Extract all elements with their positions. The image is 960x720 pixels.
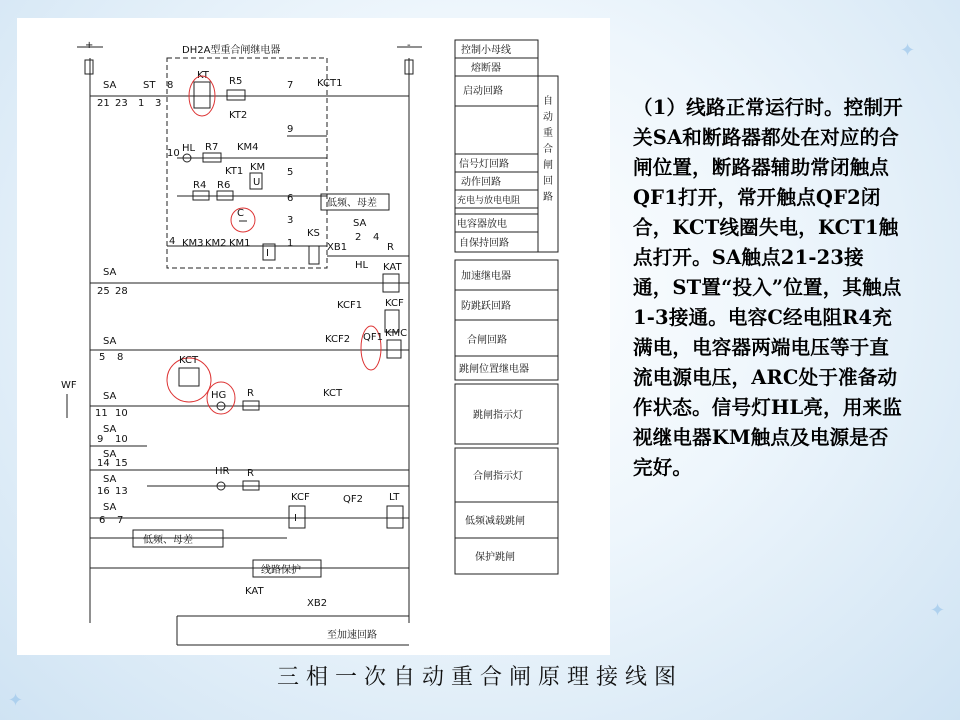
km3-label: KM3 xyxy=(182,238,204,249)
term-8b: 8 xyxy=(117,352,124,363)
r4-label: R4 xyxy=(193,180,207,191)
term-5b: 5 xyxy=(99,352,106,363)
hr-label: HR xyxy=(215,466,230,477)
relay-title: DH2A型重合闸继电器 xyxy=(182,45,281,56)
kcf2-label: KCF2 xyxy=(325,334,351,345)
kat-label: KAT xyxy=(383,262,402,273)
hl-label: HL xyxy=(182,143,196,154)
lt-label: LT xyxy=(389,492,400,503)
lt-coil xyxy=(387,506,403,528)
term-23: 23 xyxy=(115,98,128,109)
r6-label: R6 xyxy=(217,180,231,191)
term-3: 3 xyxy=(155,98,162,109)
sa-label-6: SA xyxy=(103,424,117,435)
low-freq-label-1: 低频、母差 xyxy=(327,198,377,209)
kcf-label: KCF xyxy=(385,298,404,309)
legend-trip-lamp-label: 跳闸指示灯 xyxy=(473,410,523,421)
hg-label: HG xyxy=(211,390,227,401)
term-6: 6 xyxy=(287,193,294,204)
i-label-2: I xyxy=(294,513,297,524)
km1-label: KM1 xyxy=(229,238,251,249)
km2-label: KM2 xyxy=(205,238,227,249)
kt-coil xyxy=(194,82,210,108)
term-3b: 3 xyxy=(287,215,294,226)
legend-auto-reclose-char-6: 回 xyxy=(543,176,553,187)
sa-label-4: SA xyxy=(103,336,117,347)
legend-close-circuit-label: 合闸回路 xyxy=(467,335,507,346)
legend-auto-reclose-char-7: 路 xyxy=(543,192,553,203)
qf2-label: QF2 xyxy=(343,494,363,505)
legend-self-hold-label: 自保持回路 xyxy=(459,238,509,249)
term-4: 4 xyxy=(169,236,176,247)
circuit-diagram-panel xyxy=(17,18,610,655)
term-7b: 7 xyxy=(117,515,124,526)
term-9b: 9 xyxy=(97,434,104,445)
legend-cap-discharge-label: 电容器放电 xyxy=(457,219,507,230)
r-label-2: R xyxy=(247,388,254,399)
r-label: R xyxy=(387,242,394,253)
plus-label: + xyxy=(85,40,94,51)
km-label: KM xyxy=(250,162,266,173)
kcf1-label: KCF1 xyxy=(337,300,363,311)
legend-auto-reclose-char-5: 闸 xyxy=(543,160,553,171)
ks-label: KS xyxy=(307,228,320,239)
sa-label-5: SA xyxy=(103,391,117,402)
minus-label: - xyxy=(407,40,411,51)
term-7: 7 xyxy=(287,80,294,91)
r-label-3: R xyxy=(247,468,254,479)
term-6b: 6 xyxy=(99,515,106,526)
kt1-label: KT1 xyxy=(225,166,244,177)
term-1: 1 xyxy=(138,98,145,109)
term-10: 10 xyxy=(167,148,180,159)
kt2-label: KT2 xyxy=(229,110,248,121)
km4-label: KM4 xyxy=(237,142,259,153)
circuit-diagram xyxy=(17,18,610,655)
qf1-label: QF1 xyxy=(363,332,383,343)
term-5: 5 xyxy=(287,167,294,178)
kct-contact-label: KCT xyxy=(323,388,343,399)
term-16: 16 xyxy=(97,486,110,497)
term-14: 14 xyxy=(97,458,110,469)
term-8: 8 xyxy=(167,80,174,91)
legend-auto-reclose-char-4: 合 xyxy=(543,144,553,155)
legend-blank xyxy=(455,106,538,154)
term-21: 21 xyxy=(97,98,110,109)
kct1-label: KCT1 xyxy=(317,78,343,89)
hl-label-2: HL xyxy=(355,260,369,271)
xb2-label: XB2 xyxy=(307,598,328,609)
legend-auto-reclose-char-3: 重 xyxy=(543,128,553,139)
kct-label: KCT xyxy=(179,355,199,366)
term-4b: 4 xyxy=(373,232,380,243)
kat-label-2: KAT xyxy=(245,586,264,597)
kt-label: KT xyxy=(197,70,209,81)
legend-auto-reclose-char-2: 动 xyxy=(543,112,553,123)
sa-label-3: SA xyxy=(103,267,117,278)
term-28: 28 xyxy=(115,286,128,297)
sa-label: SA xyxy=(103,80,117,91)
c-label: C xyxy=(237,208,244,219)
ks-coil xyxy=(309,246,319,264)
to-accel-label: 至加速回路 xyxy=(327,630,377,641)
diagram-caption: 三相一次自动重合闸原理接线图 xyxy=(276,665,683,690)
term-10b: 10 xyxy=(115,408,128,419)
sa-label-7: SA xyxy=(103,449,117,460)
description-text: （1）线路正常运行时。控制开关SA和断路器都处在对应的合闸位置，断路器辅助常闭触点QF1打开，常开触点QF2闭合，KCT线圈失电，KCT1触点打开。SA触点21-23接通，ST置“投入”位置，其触点1-3接通。电容C经电阻R4充满电，电容器两端电压等于直流电源电压，ARC处于准备动作状态。信号灯HL亮，用来监视继电器KM触点及电源是否完好。 xyxy=(633,96,903,479)
kcf-coil-2 xyxy=(289,506,305,528)
sa-label-9: SA xyxy=(103,502,117,513)
legend-trip-pos-relay-label: 跳闸位置继电器 xyxy=(459,364,529,375)
legend-close-lamp-label: 合闸指示灯 xyxy=(473,471,523,482)
legend-anti-jump-label: 防跳跃回路 xyxy=(461,301,511,312)
kct-coil xyxy=(179,368,199,386)
legend-signal-lamp-label: 信号灯回路 xyxy=(459,159,509,170)
legend-accel-relay-label: 加速继电器 xyxy=(461,271,511,282)
sparkle-decoration: ✦ xyxy=(930,600,946,621)
fuse-plus xyxy=(85,60,93,74)
term-2: 2 xyxy=(355,232,362,243)
term-11: 11 xyxy=(95,408,108,419)
kmc-coil xyxy=(387,340,401,358)
sparkle-decoration: ✦ xyxy=(900,40,916,61)
term-15: 15 xyxy=(115,458,128,469)
term-10c: 10 xyxy=(115,434,128,445)
term-13: 13 xyxy=(115,486,128,497)
legend-start-label: 启动回路 xyxy=(463,86,503,97)
legend-auto-reclose-char-1: 自 xyxy=(543,96,553,107)
term-9: 9 xyxy=(287,124,294,135)
relay-dashed-box xyxy=(167,58,327,268)
sa-label-8: SA xyxy=(103,474,117,485)
legend-protect-trip-label: 保护跳闸 xyxy=(475,552,515,563)
line-protect-label: 线路保护 xyxy=(261,565,301,576)
term-25: 25 xyxy=(97,286,110,297)
st-label: ST xyxy=(143,80,156,91)
r5-resistor xyxy=(227,90,245,100)
kmc-label: KMC xyxy=(385,328,408,339)
term-1b: 1 xyxy=(287,238,294,249)
kcf-label-2: KCF xyxy=(291,492,310,503)
legend-low-freq-shed-label: 低频减载跳闸 xyxy=(465,516,525,527)
r5-label: R5 xyxy=(229,76,243,87)
legend-ctrl-bus-label: 控制小母线 xyxy=(461,45,511,56)
legend-charge-label: 充电与放电电阻 xyxy=(457,196,521,206)
sparkle-decoration: ✦ xyxy=(8,690,24,711)
xb1-label: XB1 xyxy=(327,242,348,253)
i-label: I xyxy=(266,248,269,259)
legend-action-label: 动作回路 xyxy=(461,177,501,188)
u-label: U xyxy=(253,177,261,188)
wf-label: WF xyxy=(61,380,77,391)
r7-label: R7 xyxy=(205,142,219,153)
sa-label-2: SA xyxy=(353,218,367,229)
low-freq-label-2: 低频、母差 xyxy=(143,535,193,546)
legend-fuse-label: 熔断器 xyxy=(471,63,501,74)
